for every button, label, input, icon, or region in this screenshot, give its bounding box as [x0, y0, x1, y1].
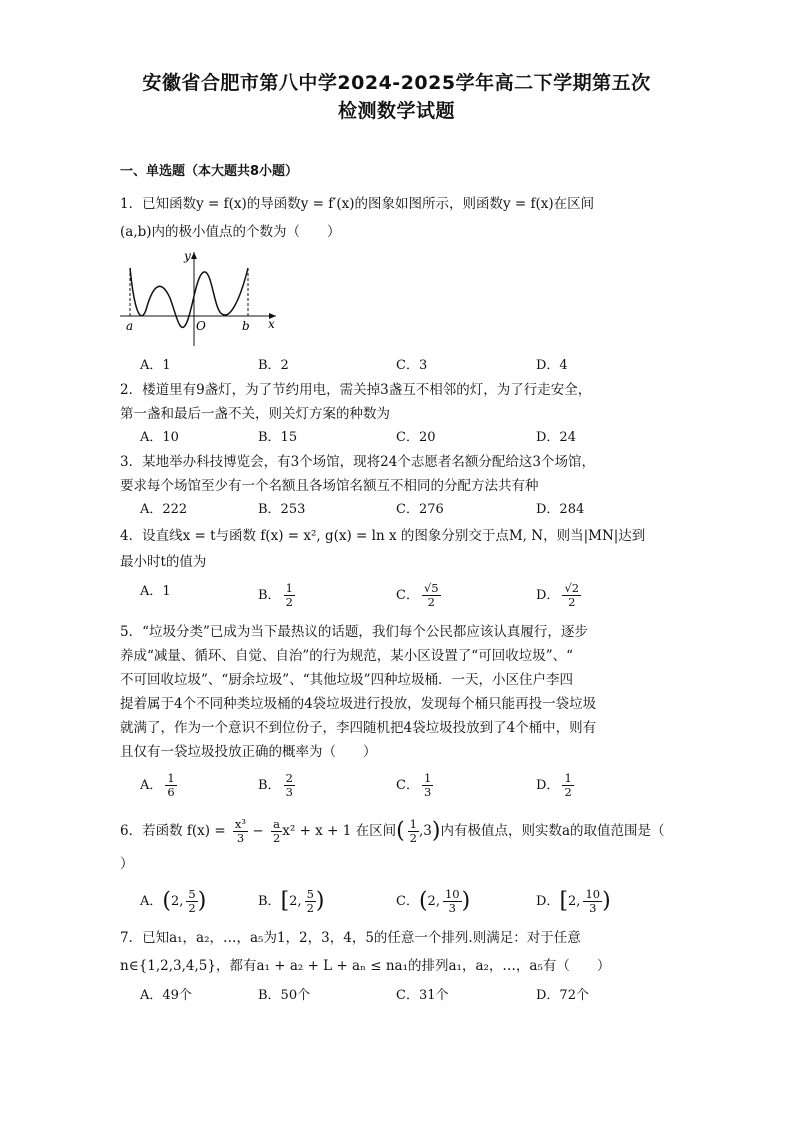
q6-open-paren: ( — [396, 818, 405, 844]
q5-option-a-fraction — [165, 772, 176, 799]
exam-title-line2: 检测数学试题 — [337, 100, 455, 122]
q6-option-a-fraction — [186, 888, 197, 915]
q4-option-a[interactable]: A．1 — [140, 584, 171, 599]
q5-option-d-den: 2 — [564, 785, 572, 799]
q6-option-c-pre: 2, — [427, 894, 440, 909]
q6-option-d-label: D． — [536, 894, 560, 909]
q3-text-line1: 3．某地举办科技博览会，有3个场馆，现将24个志愿者名额分配给这3个场馆， — [120, 454, 595, 470]
q1-option-a[interactable]: A．1 — [140, 358, 171, 373]
q1-option-b[interactable]: B．2 — [258, 358, 289, 373]
q5-option-b-label: B． — [258, 778, 281, 793]
graph-x-label: x — [268, 317, 275, 331]
q3-option-d[interactable]: D．284 — [536, 502, 585, 517]
q4-option-b-label: B． — [258, 588, 281, 603]
q5-text-line2: 养成“减量、循环、自觉、自治”的行为规范，某小区设置了“可回收垃圾”、“ — [120, 648, 574, 664]
q5-option-a-den: 6 — [167, 785, 175, 799]
q6-frac-1-2 — [408, 818, 419, 845]
q6-text-lead: 6．若函数 f(x) = — [120, 823, 230, 839]
q6-close-paren: ) — [431, 818, 441, 844]
q4-option-c-num: √5 — [423, 581, 439, 595]
q6-text-line2: ） — [120, 856, 134, 872]
q6-option-b-num: 5 — [306, 887, 314, 901]
q7-option-d[interactable]: D．72个 — [536, 988, 589, 1003]
q6-frac3-den: 2 — [409, 831, 417, 845]
q3-option-b[interactable]: B．253 — [258, 502, 306, 517]
q4-option-b-fraction — [284, 582, 295, 609]
q5-option-c[interactable] — [396, 772, 433, 799]
q7-text-line2: n∈{1,2,3,4,5}，都有a₁ + a₂ + L + aₙ ≤ na₁的排列a₁，a₂，…，a₅有（ ） — [120, 958, 611, 974]
q4-option-b-den: 2 — [285, 595, 293, 609]
q6-text-tail: 内有极值点，则实数a的取值范围是（ — [440, 823, 665, 839]
q4-option-d-num: √2 — [564, 581, 580, 595]
q6-text-mid: x² + x + 1 在区间 — [282, 823, 397, 839]
q5-option-b-den: 3 — [285, 785, 293, 799]
q4-option-b[interactable] — [258, 582, 295, 609]
q6-frac-x3-3 — [233, 818, 248, 845]
q5-text-line1: 5．“垃圾分类”已成为当下最热议的话题，我们每个公民都应该认真履行，逐步 — [120, 624, 588, 640]
q6-option-a-pre: 2, — [170, 894, 184, 909]
q5-option-b[interactable] — [258, 772, 295, 799]
q6-text-line1 — [120, 818, 665, 845]
q4-text-line1: 4．设直线x = t与函数 f(x) = x², g(x) = ln x 的图象分别交于点M, N，则当|MN|达到 — [120, 528, 646, 544]
q6-option-d-fraction — [583, 888, 602, 915]
q6-frac3-num: 1 — [409, 817, 417, 831]
q6-option-b-fraction — [305, 888, 316, 915]
q4-option-d-label: D． — [536, 588, 560, 603]
q6-option-c-fraction — [443, 888, 462, 915]
q4-option-d[interactable] — [536, 582, 581, 609]
q4-option-c-label: C． — [396, 588, 419, 603]
q6-frac-a-2 — [271, 818, 282, 845]
q5-option-a-label: A． — [140, 778, 163, 793]
q6-option-c-den: 3 — [448, 901, 456, 915]
q6-option-a-num: 5 — [188, 887, 196, 901]
q4-option-c[interactable] — [396, 582, 441, 609]
q1-text-line2: (a,b)内的极小值点的个数为（ ） — [120, 224, 341, 240]
q5-option-d-num: 1 — [564, 771, 572, 785]
section-heading: 一、单选题（本大题共8小题） — [120, 164, 299, 179]
q2-option-c[interactable]: C．20 — [396, 430, 436, 445]
q4-option-b-num: 1 — [285, 581, 293, 595]
q5-text-line3: 不可回收垃圾”、“厨余垃圾”、“其他垃圾”四种垃圾桶．一天，小区住户李四 — [120, 672, 574, 688]
q4-option-c-den: 2 — [427, 595, 435, 609]
q6-option-d-den: 3 — [589, 901, 597, 915]
q2-option-a[interactable]: A．10 — [140, 430, 179, 445]
derivative-graph — [118, 248, 288, 348]
q6-option-b-label: B． — [258, 894, 281, 909]
q6-frac2-den: 2 — [272, 831, 281, 845]
q5-option-a-num: 1 — [167, 771, 175, 785]
q5-text-line6: 且仅有一袋垃圾投放正确的概率为（ ） — [120, 744, 377, 760]
q5-text-line5: 就满了，作为一个意识不到位份子，李四随机把4袋垃圾投放到了4个桶中，则有 — [120, 720, 597, 736]
q6-option-a-label: A． — [140, 894, 163, 909]
q1-text-line1: 1．已知函数y = f(x)的导函数y = f′(x)的图象如图所示，则函数y = f(x)在区间 — [120, 196, 595, 212]
q6-option-c-num: 10 — [444, 887, 460, 901]
q2-option-b[interactable]: B．15 — [258, 430, 298, 445]
q2-text-line1: 2．楼道里有9盏灯，为了节约用电，需关掉3盏互不相邻的灯，为了行走安全， — [120, 382, 592, 398]
q5-option-c-label: C． — [396, 778, 419, 793]
q5-option-a[interactable] — [140, 772, 177, 799]
q4-option-d-den: 2 — [568, 595, 576, 609]
q7-text-line1: 7．已知a₁，a₂，…，a₅为1，2，3，4，5的任意一个排列.则满足：对于任意 — [120, 930, 581, 946]
q4-option-c-fraction — [422, 582, 441, 609]
q5-option-c-fraction — [422, 772, 433, 799]
q4-option-d-fraction — [562, 582, 581, 609]
q5-option-b-num: 2 — [285, 771, 293, 785]
q5-option-b-fraction — [284, 772, 295, 799]
q6-option-c[interactable]: C．(2, $\frac{10}{3}$ ) — [396, 887, 471, 915]
q5-option-c-num: 1 — [423, 771, 432, 785]
q6-frac1-den: 3 — [236, 831, 245, 845]
q5-option-d-fraction — [562, 772, 573, 799]
q6-option-d-pre: 2, — [568, 894, 581, 909]
q5-option-d-label: D． — [536, 778, 560, 793]
q3-text-line2: 要求每个场馆至少有一个名额且各场馆名额互不相同的分配方法共有种 — [120, 478, 539, 494]
q3-option-c[interactable]: C．276 — [396, 502, 444, 517]
q7-option-a[interactable]: A．49个 — [140, 988, 192, 1003]
q7-option-c[interactable]: C．31个 — [396, 988, 449, 1003]
q6-option-a[interactable]: A．(2, $\frac{5}{2}$ ) — [140, 887, 207, 915]
q5-option-d[interactable] — [536, 772, 574, 799]
q6-option-c-label: C． — [396, 894, 419, 909]
q3-option-a[interactable]: A．222 — [140, 502, 188, 517]
q1-option-d[interactable]: D．4 — [536, 358, 568, 373]
q6-option-d-num: 10 — [585, 887, 601, 901]
q6-frac1-num: x³ — [234, 817, 247, 831]
graph-a-label: a — [126, 319, 134, 333]
exam-title-line1: 安徽省合肥市第八中学2024-2025学年高二下学期第五次 — [142, 72, 651, 94]
q7-option-b[interactable]: B．50个 — [258, 988, 311, 1003]
graph-origin-label: O — [196, 319, 206, 333]
q6-option-b-den: 2 — [306, 901, 314, 915]
q6-option-b-pre: 2, — [289, 894, 302, 909]
q1-option-c[interactable]: C．3 — [396, 358, 428, 373]
graph-y-label: y — [184, 249, 191, 263]
graph-b-label: b — [242, 319, 250, 333]
q2-option-d[interactable]: D．24 — [536, 430, 576, 445]
q5-text-line4: 提着属于4个不同种类垃圾桶的4袋垃圾进行投放，发现每个桶只能再投一袋垃圾 — [120, 696, 597, 712]
q5-option-c-den: 3 — [423, 785, 432, 799]
q6-option-b[interactable]: B．[2, $\frac{5}{2}$ ) — [258, 887, 325, 915]
q6-interval-end: ,3 — [419, 823, 432, 839]
q4-text-line2: 最小时t的值为 — [120, 554, 207, 570]
q6-minus: − — [248, 823, 268, 839]
q6-frac2-num: a — [271, 818, 282, 832]
q2-text-line2: 第一盏和最后一盏不关，则关灯方案的种数为 — [120, 406, 390, 422]
q6-option-a-den: 2 — [188, 901, 196, 915]
q6-option-d[interactable]: D．[2, $\frac{10}{3}$ ) — [536, 887, 611, 915]
